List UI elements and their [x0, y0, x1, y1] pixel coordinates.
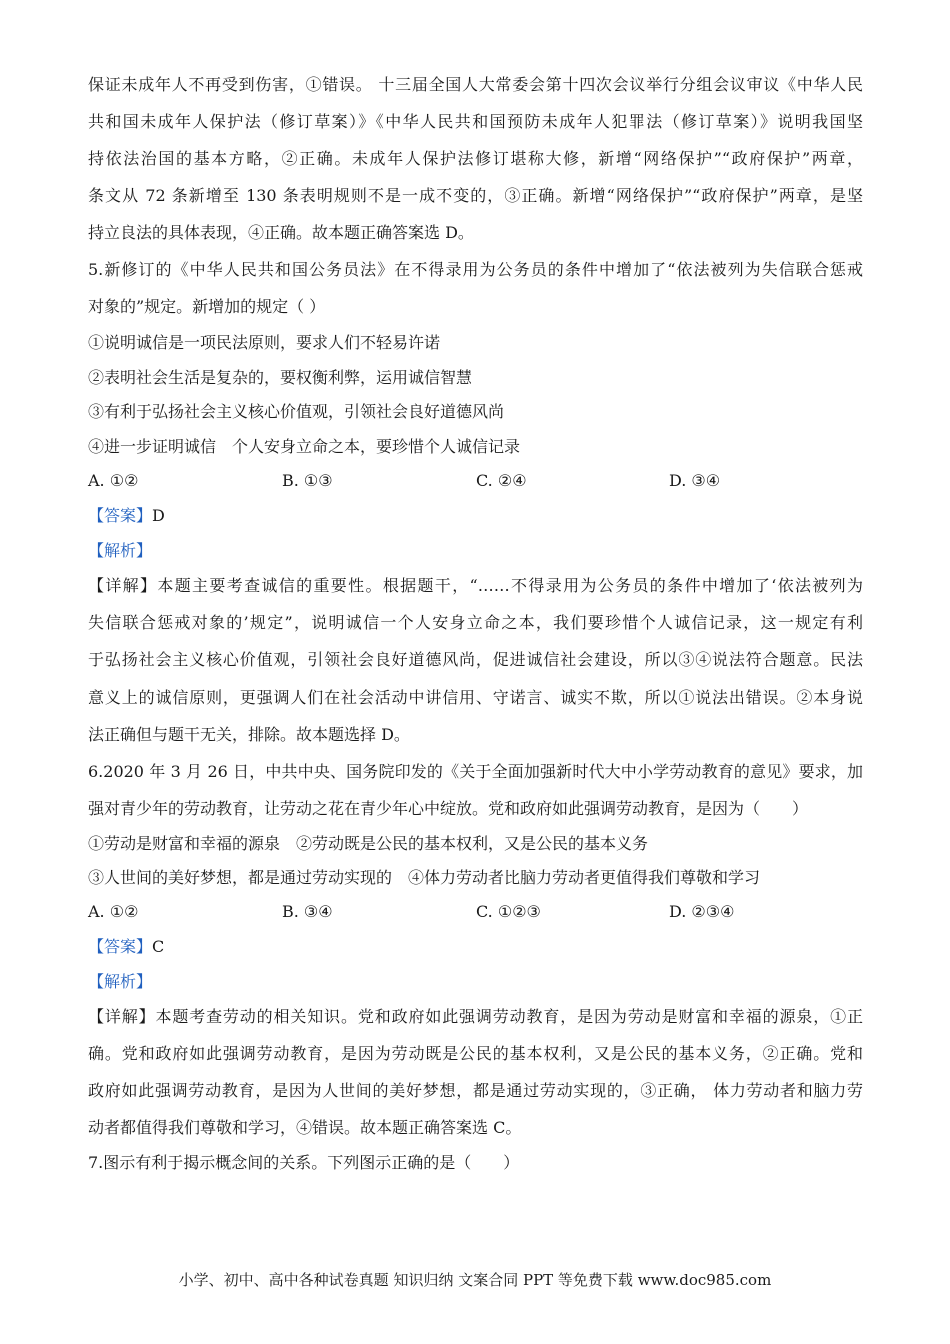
q5-explanation: 意义上的诚信原则，更强调人们在社会活动中讲信用、守诺言、诚实不欺，所以①说法出错误。②本身说 — [88, 688, 863, 707]
q5-analysis-tag — [88, 540, 152, 562]
page-footer: 小学、初中、高中各种试卷真题 知识归纳 文案合同 PPT 等免费下载 www.doc985.com — [178, 1271, 772, 1289]
q5-explanation: 于弘扬社会主义核心价值观，引领社会良好道德风尚，促进诚信社会建设，所以③④说法符合题意。民法 — [88, 650, 863, 669]
question-6-stem: 6.2020 年 3 月 26 日，中共中央、国务院印发的《关于全面加强新时代大中小学劳动教育的意见》要求，加 — [88, 762, 863, 781]
question-5-item: ④进一步证明诚信 个人安身立命之本，要珍惜个人诚信记录 — [88, 437, 521, 456]
q6-option-d: D. ②③④ — [669, 902, 735, 921]
q5-option-d: D. ③④ — [669, 471, 721, 490]
q6-explanation: 确。党和政府如此强调劳动教育，是因为劳动既是公民的基本权利，又是公民的基本义务，②正确。党和 — [88, 1044, 863, 1063]
text-line: 持立良法的具体表现，④正确。故本题正确答案选 D。 — [88, 223, 474, 242]
text-line: 保证未成年人不再受到伤害，①错误。 十三届全国人大常委会第十四次会议举行分组会议审议《中华人民 — [88, 75, 863, 94]
answer-tag: 【答案】 — [88, 506, 153, 525]
answer-value: D — [152, 506, 165, 525]
q5-option-b: B. ①③ — [282, 471, 333, 490]
q6-explanation: 动者都值得我们尊敬和学习，④错误。故本题正确答案选 C。 — [88, 1118, 522, 1137]
q6-explanation: 政府如此强调劳动教育，是因为人世间的美好梦想，都是通过劳动实现的，③正确， 体力劳动者和脑力劳 — [88, 1081, 863, 1100]
q5-option-c: C. ②④ — [476, 471, 527, 490]
q5-answer — [88, 505, 165, 527]
q6-option-b: B. ③④ — [282, 902, 333, 921]
q6-option-a: A. ①② — [88, 902, 139, 921]
question-5-item: ①说明诚信是一项民法原则，要求人们不轻易许诺 — [88, 333, 441, 352]
q5-explanation: 法正确但与题干无关，排除。故本题选择 D。 — [88, 725, 410, 744]
question-5-item: ③有利于弘扬社会主义核心价值观，引领社会良好道德风尚 — [88, 402, 505, 421]
analysis-tag: 【解析】 — [88, 972, 153, 991]
text-line: 条文从 72 条新增至 130 条表明规则不是一成不变的，③正确。新增“网络保护”“政府保护”两章，是坚 — [88, 186, 863, 205]
q6-analysis-tag — [88, 971, 152, 993]
question-5-item: ②表明社会生活是复杂的，要权衡利弊，运用诚信智慧 — [88, 368, 473, 387]
question-6-stem: 强对青少年的劳动教育，让劳动之花在青少年心中绽放。党和政府如此强调劳动教育，是因为（ ） — [88, 799, 809, 818]
question-6-item: ①劳动是财富和幸福的源泉 ②劳动既是公民的基本权利，又是公民的基本义务 — [88, 834, 649, 853]
question-7-stem: 7.图示有利于揭示概念间的关系。下列图示正确的是（ ） — [88, 1153, 520, 1172]
q6-option-c: C. ①②③ — [476, 902, 541, 921]
text-line: 持依法治国的基本方略，②正确。未成年人保护法修订堪称大修，新增“网络保护”“政府保护”两章， — [88, 149, 863, 168]
q5-option-a: A. ①② — [88, 471, 139, 490]
q5-explanation: 【详解】本题主要考查诚信的重要性。根据题干，“……不得录用为公务员的条件中增加了‘依法被列为 — [88, 576, 863, 595]
answer-value: C — [152, 937, 165, 956]
question-5-stem: 5.新修订的《中华人民共和国公务员法》在不得录用为公务员的条件中增加了“依法被列为失信联合惩戒 — [88, 260, 863, 279]
q6-answer — [88, 936, 164, 958]
question-6-item: ③人世间的美好梦想，都是通过劳动实现的 ④体力劳动者比脑力劳动者更值得我们尊敬和学习 — [88, 868, 761, 887]
q6-explanation: 【详解】本题考查劳动的相关知识。党和政府如此强调劳动教育，是因为劳动是财富和幸福的源泉，①正 — [88, 1007, 863, 1026]
question-5-stem: 对象的”规定。新增加的规定（ ） — [88, 297, 326, 316]
analysis-tag: 【解析】 — [88, 541, 153, 560]
text-line: 共和国未成年人保护法（修订草案）》《中华人民共和国预防未成年人犯罪法（修订草案）》说明我国坚 — [88, 112, 863, 131]
q5-explanation: 失信联合惩戒对象的’规定”，说明诚信一个人安身立命之本，我们要珍惜个人诚信记录，这一规定有利 — [88, 613, 863, 632]
answer-tag: 【答案】 — [88, 937, 153, 956]
